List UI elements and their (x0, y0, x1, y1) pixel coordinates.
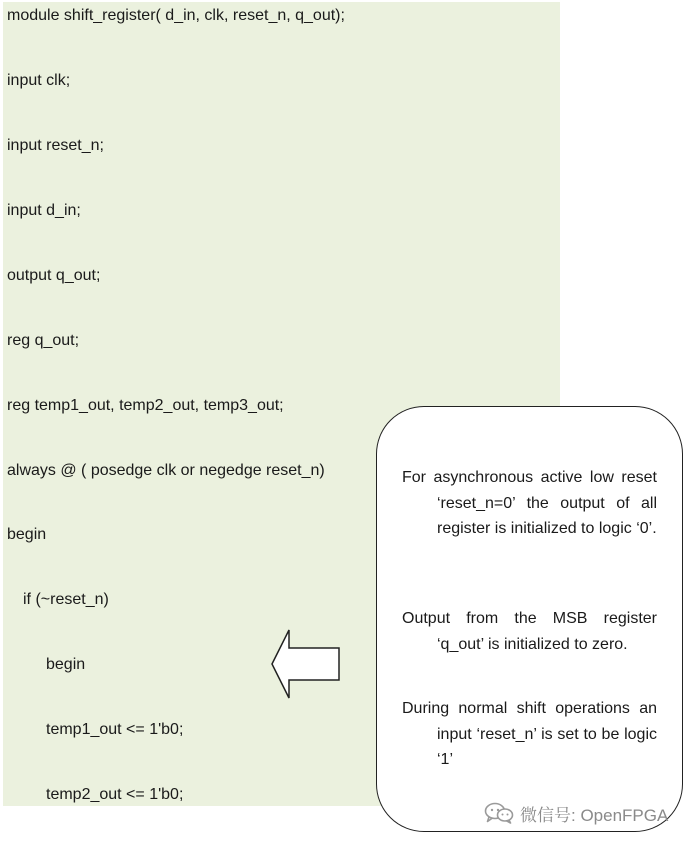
code-line-3: input reset_n; (7, 137, 104, 154)
code-line-11: begin (46, 656, 86, 673)
code-line-5: output q_out; (7, 267, 101, 284)
watermark (484, 800, 668, 826)
code-line-2: input clk; (7, 72, 71, 89)
wechat-icon (484, 802, 514, 824)
code-line-10: if (~reset_n) (23, 591, 109, 608)
callout-note-1: For asynchronous active low reset ‘reset_n=0’ the output of all register is initialized to logic ‘0’. (402, 469, 657, 537)
code-line-13: temp2_out <= 1'b0; (46, 786, 184, 803)
code-line-8: always @ ( posedge clk or negedge reset_n) (7, 462, 325, 479)
code-line-12: temp1_out <= 1'b0; (46, 721, 184, 738)
callout-note-3: During normal shift operations an input ‘reset_n’ is set to be logic ‘1’ (402, 700, 657, 768)
watermark-text: 微信号: OpenFPGA (520, 805, 669, 825)
left-arrow-icon (270, 628, 342, 700)
callout-note-2: Output from the MSB register ‘q_out’ is initialized to zero. (402, 610, 657, 653)
code-line-9: begin (7, 526, 47, 543)
code-line-1: module shift_register( d_in, clk, reset_n, q_out); (7, 7, 345, 24)
code-line-4: input d_in; (7, 202, 81, 219)
code-line-7: reg temp1_out, temp2_out, temp3_out; (7, 397, 284, 414)
code-line-6: reg q_out; (7, 332, 80, 349)
